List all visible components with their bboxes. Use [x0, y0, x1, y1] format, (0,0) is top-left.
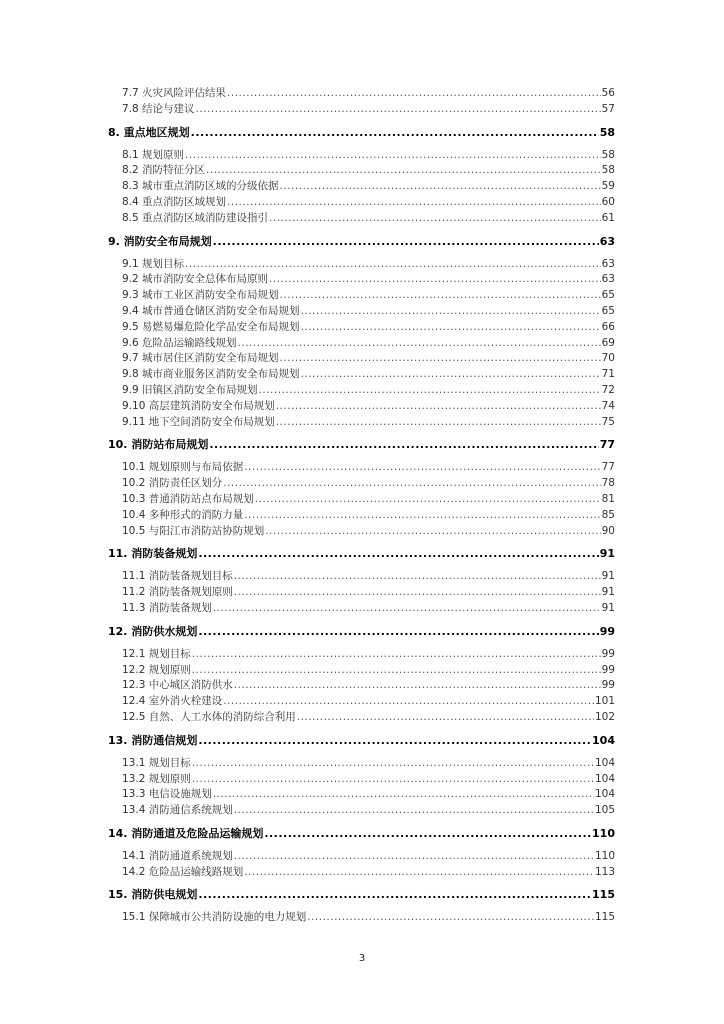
toc-subsection-entry[interactable]	[108, 460, 615, 476]
dot-leader	[238, 336, 601, 352]
toc-entry-page: 81	[601, 492, 615, 505]
toc-section-entry[interactable]	[108, 880, 615, 910]
dot-leader	[192, 663, 601, 679]
toc-subsection-entry[interactable]	[108, 756, 615, 772]
toc-entry-title: 10.1 规划原则与布局依据	[122, 461, 244, 474]
toc-section-entry[interactable]	[108, 819, 615, 849]
toc-entry-page: 99	[601, 663, 615, 676]
toc-subsection-entry[interactable]	[108, 211, 615, 227]
toc-subsection-entry[interactable]	[108, 415, 615, 431]
dot-leader	[280, 351, 601, 367]
toc-entry-page: 58	[599, 125, 615, 139]
toc-entry-title: 15.1 保障城市公共消防设施的电力规划	[122, 911, 307, 924]
toc-entry-page: 56	[601, 87, 615, 99]
toc-entry-page: 91	[599, 547, 615, 561]
toc-entry-title: 9.5 易燃易爆危险化学品安全布局规划	[122, 320, 300, 333]
toc-entry-page: 105	[594, 804, 615, 817]
toc-subsection-entry[interactable]	[108, 336, 615, 352]
dot-leader	[276, 415, 601, 431]
toc-entry-page: 85	[601, 508, 615, 521]
toc-entry-page: 110	[592, 826, 615, 840]
toc-entry-page: 65	[601, 304, 615, 317]
toc-subsection-entry[interactable]	[108, 383, 615, 399]
toc-subsection-entry[interactable]	[108, 195, 615, 211]
dot-leader	[227, 86, 601, 102]
dot-leader	[185, 148, 601, 164]
toc-entry-title: 8.3 城市重点消防区域的分级依据	[122, 180, 279, 193]
dot-leader	[265, 524, 600, 540]
toc-entry-page: 66	[601, 320, 615, 333]
toc-entry-page: 63	[601, 273, 615, 286]
toc-subsection-entry[interactable]	[108, 865, 615, 881]
toc-entry-title: 8.1 规划原则	[122, 148, 185, 161]
toc-entry-page: 77	[599, 438, 615, 452]
toc-entry-title: 12.5 自然、人工水体的消防综合利用	[122, 710, 296, 723]
toc-subsection-entry[interactable]	[108, 351, 615, 367]
dot-leader	[264, 819, 591, 849]
dot-leader	[280, 288, 601, 304]
toc-entry-title: 10.3 普通消防站点布局规划	[122, 492, 254, 505]
dot-leader	[301, 320, 601, 336]
toc-entry-title: 9.3 城市工业区消防安全布局规划	[122, 289, 279, 302]
toc-section-entry[interactable]	[108, 539, 615, 569]
toc-entry-page: 61	[601, 211, 615, 224]
toc-entry-title: 8.4 重点消防区域规划	[122, 195, 227, 208]
toc-entry-page: 91	[601, 601, 615, 614]
toc-entry-page: 115	[592, 888, 615, 902]
dot-leader	[244, 508, 600, 524]
toc-entry-page: 58	[601, 148, 615, 161]
toc-entry-page: 104	[594, 756, 615, 769]
toc-subsection-entry[interactable]	[108, 367, 615, 383]
dot-leader	[198, 726, 591, 756]
toc-entry-title: 14. 消防通道及危险品运输规划	[108, 826, 264, 840]
toc-section-entry[interactable]	[108, 118, 615, 148]
dot-leader	[192, 756, 594, 772]
toc-subsection-entry[interactable]	[108, 148, 615, 164]
dot-leader	[191, 118, 599, 148]
toc-subsection-entry[interactable]	[108, 663, 615, 679]
dot-leader	[244, 460, 600, 476]
toc-entry-title: 11. 消防装备规划	[108, 547, 198, 561]
toc-subsection-entry[interactable]	[108, 508, 615, 524]
dot-leader	[269, 272, 601, 288]
toc-subsection-entry[interactable]	[108, 910, 615, 926]
toc-entry-page: 77	[601, 461, 615, 474]
toc-subsection-entry[interactable]	[108, 647, 615, 663]
toc-entry-title: 13.3 电信设施规划	[122, 788, 212, 801]
toc-entry-title: 7.8 结论与建议	[122, 102, 195, 115]
toc-entry-title: 10.2 消防责任区划分	[122, 477, 223, 490]
toc-entry-title: 11.3 消防装备规划	[122, 601, 212, 614]
toc-entry-title: 12.3 中心城区消防供水	[122, 679, 233, 692]
dot-leader	[234, 849, 594, 865]
dot-leader	[213, 227, 599, 257]
toc-entry-title: 12. 消防供水规划	[108, 624, 198, 638]
toc-entry-page: 57	[601, 102, 615, 115]
toc-entry-title: 9.7 城市居住区消防安全布局规划	[122, 352, 279, 365]
toc-section-entry[interactable]	[108, 617, 615, 647]
toc-subsection-entry[interactable]	[108, 601, 615, 617]
toc-entry-title: 13.1 规划目标	[122, 756, 191, 769]
dot-leader	[209, 430, 598, 460]
toc-entry-title: 13.2 规划原则	[122, 772, 191, 785]
dot-leader	[234, 585, 601, 601]
toc-subsection-entry[interactable]	[108, 710, 615, 726]
dot-leader	[192, 772, 594, 788]
toc-subsection-entry[interactable]	[108, 569, 615, 585]
dot-leader	[234, 803, 594, 819]
dot-leader	[234, 678, 601, 694]
toc-entry-title: 9. 消防安全布局规划	[108, 234, 212, 248]
toc-subsection-entry[interactable]	[108, 320, 615, 336]
toc-entry-page: 59	[601, 180, 615, 193]
toc-entry-title: 8.2 消防特征分区	[122, 164, 206, 177]
toc-entry-title: 9.4 城市普通仓储区消防安全布局规划	[122, 304, 300, 317]
dot-leader	[255, 492, 601, 508]
dot-leader	[280, 179, 601, 195]
dot-leader	[227, 195, 601, 211]
toc-entry-title: 10.5 与阳江市消防站协防规划	[122, 524, 265, 537]
toc-entry-page: 99	[601, 679, 615, 692]
toc-entry-page: 71	[601, 368, 615, 381]
toc-section-entry[interactable]	[108, 227, 615, 257]
toc-subsection-entry[interactable]	[108, 678, 615, 694]
toc-entry-title: 9.1 规划目标	[122, 257, 185, 270]
toc-entry-title: 9.9 旧镇区消防安全布局规划	[122, 383, 258, 396]
toc-entry-page: 75	[601, 415, 615, 428]
toc-entry-title: 13. 消防通信规划	[108, 733, 198, 747]
dot-leader	[276, 399, 601, 415]
toc-entry-title: 10.4 多种形式的消防力量	[122, 508, 244, 521]
toc-entry-page: 63	[599, 234, 615, 248]
toc-entry-title: 7.7 火灾风险评估结果	[122, 87, 227, 99]
toc-subsection-entry[interactable]	[108, 257, 615, 273]
toc-entry-page: 91	[601, 570, 615, 583]
toc-entry-page: 99	[599, 624, 615, 638]
toc-entry-page: 90	[601, 524, 615, 537]
dot-leader	[297, 710, 594, 726]
dot-leader	[213, 787, 594, 803]
toc-entry-title: 9.6 危险品运输路线规划	[122, 336, 237, 349]
toc-entry-title: 12.4 室外消火栓建设	[122, 695, 223, 708]
toc-subsection-entry[interactable]	[108, 163, 615, 179]
dot-leader	[301, 367, 601, 383]
toc-entry-title: 14.2 危险品运输线路规划	[122, 865, 244, 878]
toc-entry-title: 12.2 规划原则	[122, 663, 191, 676]
dot-leader	[213, 601, 601, 617]
dot-leader	[198, 539, 598, 569]
dot-leader	[206, 163, 601, 179]
dot-leader	[307, 910, 594, 926]
toc-entry-page: 104	[594, 788, 615, 801]
toc-subsection-entry[interactable]	[108, 288, 615, 304]
toc-entry-title: 13.4 消防通信系统规划	[122, 804, 233, 817]
toc-subsection-entry[interactable]	[108, 849, 615, 865]
toc-entry-title: 11.2 消防装备规划原则	[122, 586, 233, 599]
toc-subsection-entry[interactable]	[108, 772, 615, 788]
toc-entry-page: 69	[601, 336, 615, 349]
toc-entry-page: 110	[594, 849, 615, 862]
table-of-contents	[108, 86, 615, 926]
toc-subsection-entry[interactable]	[108, 86, 615, 102]
toc-section-entry[interactable]	[108, 726, 615, 756]
page-number: 3	[358, 953, 366, 964]
toc-entry-title: 9.8 城市商业服务区消防安全布局规划	[122, 368, 300, 381]
toc-subsection-entry[interactable]	[108, 179, 615, 195]
dot-leader	[223, 694, 594, 710]
toc-entry-page: 99	[601, 647, 615, 660]
toc-entry-page: 65	[601, 289, 615, 302]
dot-leader	[196, 102, 601, 118]
toc-subsection-entry[interactable]	[108, 399, 615, 415]
dot-leader	[234, 569, 601, 585]
toc-subsection-entry[interactable]	[108, 304, 615, 320]
toc-subsection-entry[interactable]	[108, 803, 615, 819]
toc-entry-page: 72	[601, 383, 615, 396]
toc-entry-page: 74	[601, 399, 615, 412]
toc-entry-title: 12.1 规划目标	[122, 647, 191, 660]
toc-subsection-entry[interactable]	[108, 476, 615, 492]
toc-subsection-entry[interactable]	[108, 787, 615, 803]
dot-leader	[244, 865, 594, 881]
dot-leader	[198, 617, 598, 647]
toc-subsection-entry[interactable]	[108, 694, 615, 710]
toc-entry-page: 70	[601, 352, 615, 365]
toc-entry-page: 102	[594, 710, 615, 723]
dot-leader	[198, 880, 591, 910]
toc-entry-page: 63	[601, 257, 615, 270]
toc-entry-title: 8. 重点地区规划	[108, 125, 190, 139]
toc-entry-title: 9.11 地下空间消防安全布局规划	[122, 415, 275, 428]
dot-leader	[259, 383, 601, 399]
toc-entry-page: 78	[601, 477, 615, 490]
toc-entry-title: 14.1 消防通道系统规划	[122, 849, 233, 862]
toc-entry-page: 115	[594, 911, 615, 924]
dot-leader	[301, 304, 601, 320]
toc-subsection-entry[interactable]	[108, 492, 615, 508]
toc-entry-title: 9.10 高层建筑消防安全布局规划	[122, 399, 275, 412]
toc-entry-page: 104	[592, 733, 615, 747]
toc-entry-title: 9.2 城市消防安全总体布局原则	[122, 273, 269, 286]
toc-entry-title: 15. 消防供电规划	[108, 888, 198, 902]
toc-entry-page: 58	[601, 164, 615, 177]
toc-section-entry[interactable]	[108, 430, 615, 460]
toc-subsection-entry[interactable]	[108, 585, 615, 601]
toc-subsection-entry[interactable]	[108, 524, 615, 540]
dot-leader	[269, 211, 601, 227]
dot-leader	[185, 257, 601, 273]
toc-entry-page: 101	[594, 695, 615, 708]
toc-entry-page: 60	[601, 195, 615, 208]
dot-leader	[223, 476, 600, 492]
toc-entry-page: 113	[594, 865, 615, 878]
toc-subsection-entry[interactable]	[108, 272, 615, 288]
toc-entry-page: 91	[601, 586, 615, 599]
dot-leader	[192, 647, 601, 663]
toc-entry-title: 8.5 重点消防区域消防建设指引	[122, 211, 269, 224]
toc-entry-page: 104	[594, 772, 615, 785]
toc-entry-title: 10. 消防站布局规划	[108, 438, 209, 452]
toc-subsection-entry[interactable]	[108, 102, 615, 118]
toc-entry-title: 11.1 消防装备规划目标	[122, 570, 233, 583]
